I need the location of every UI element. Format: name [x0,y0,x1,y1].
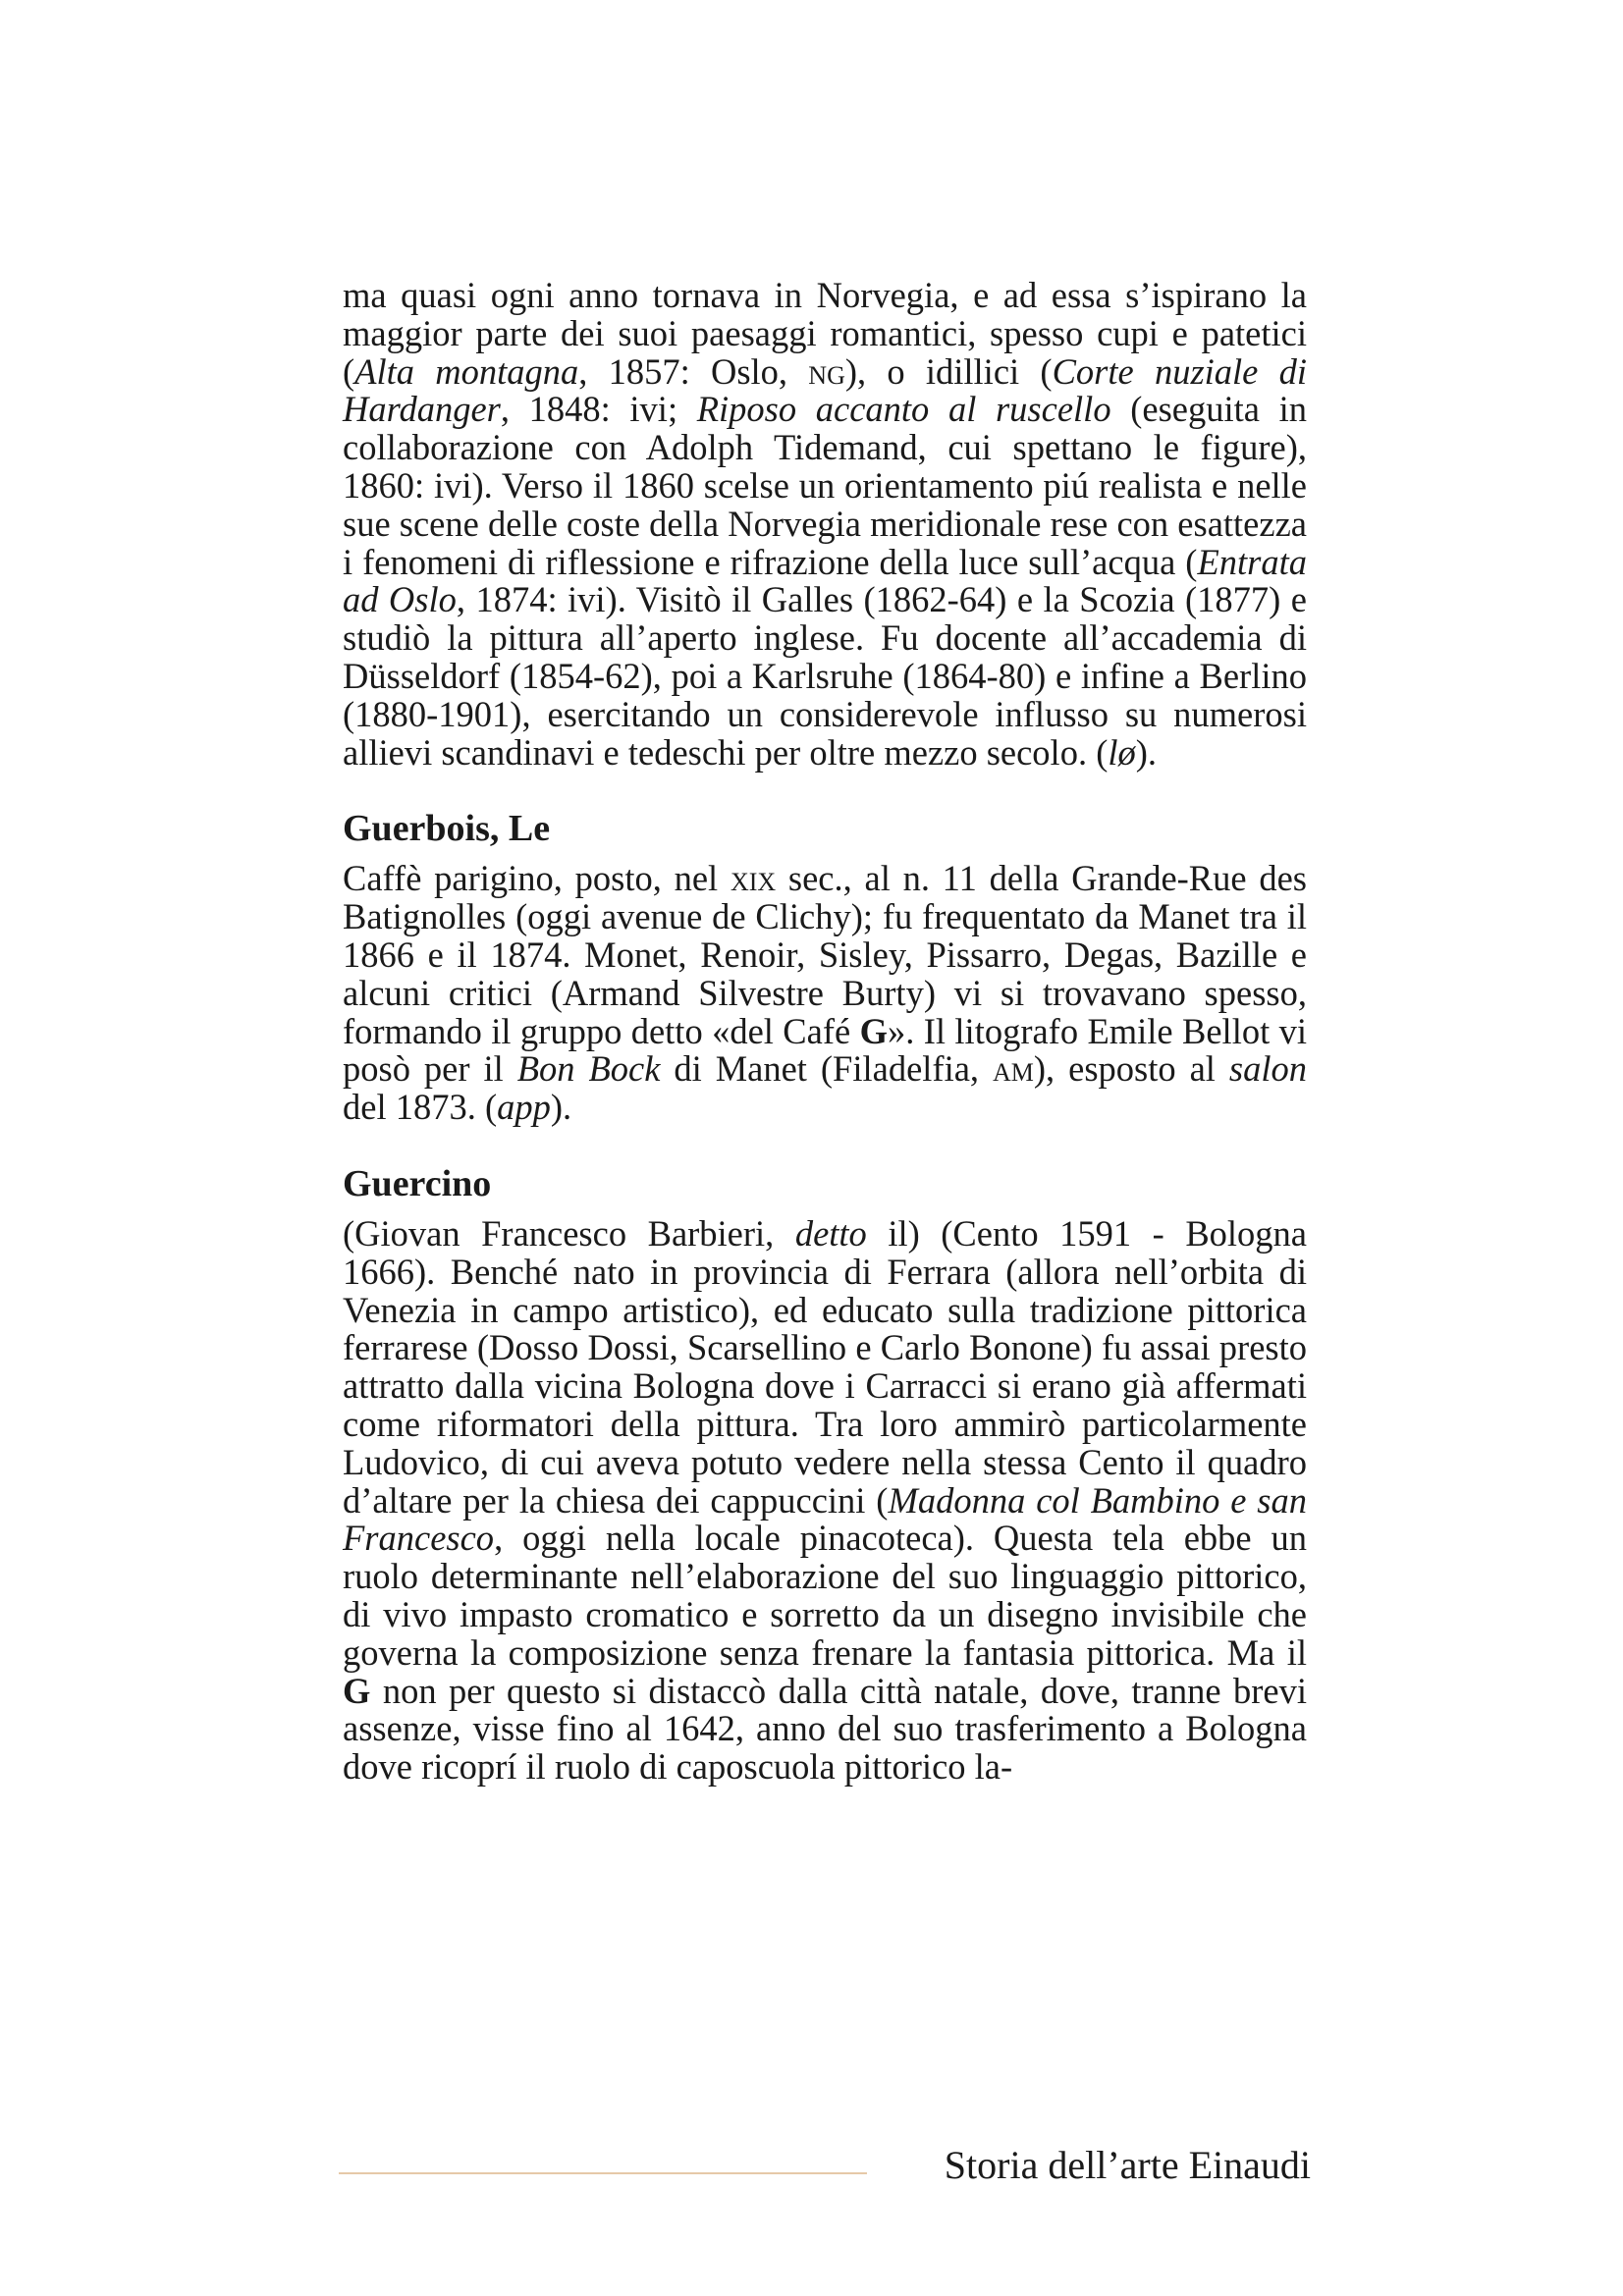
text-run: ). [550,1087,572,1128]
artwork-title: Alta montagna [354,350,579,392]
text-run: ma quasi ogni anno tornava in Norvegia, e ad essa s’ispirano la maggior parte dei suoi paesaggi romantici, spesso cupi e patetici ( [343,275,1307,392]
entry-heading-guerbois: Guerbois, Le [343,808,551,850]
entry-abbreviation: G [343,1670,371,1711]
text-run: di Manet (Filadelfia, [660,1048,993,1090]
text-run: (eseguita in collaborazione con Adolph Tidemand, cui spettano le figure), 1860: ivi). Verso il 1860 scelse un orientamento piú realista e nelle sue scene delle coste della Norvegia meridionale rese con esattezza i fenomeni di riflessione e rifrazione della luce sull’acqua ( [343,389,1307,582]
text-run: del 1873. ( [343,1087,498,1128]
author-initials: lø [1108,731,1136,773]
footer-rule [339,2172,867,2174]
italic-term: salon [1228,1048,1307,1090]
century-numeral: xix [730,858,777,899]
entry-body-guercino [343,1212,1307,1788]
text-run: ), esposto al [1033,1048,1229,1090]
text-run: , 1874: ivi). Visitò il Galles (1862-64) e la Scozia (1877) e studiò la pittura all’aperto inglese. Fu docente all’accademia di Düsseldorf (1854-62), poi a Karlsruhe (1864-80) e infine a Berlino (1880-1901), esercitando un considerevole influsso su numerosi allievi scandinavi e tedeschi per oltre mezzo secolo. ( [343,579,1307,773]
page-footer [339,2141,1311,2190]
author-initials: app [497,1087,551,1128]
artwork-title: Riposo accanto al ruscello [696,389,1111,430]
entry-abbreviation: G [859,1010,888,1051]
page-body [343,277,1307,1787]
text-run: il) (Cento 1591 - Bologna 1666). Benché nato in provincia di Ferrara (allora nell’orbita di Venezia in campo artistico), ed educato sulla tradizione pittorica ferrarese (Dosso Dossi, Scarsellino e Carlo Bonone) fu assai presto attratto dalla vicina Bologna dove i Carracci si erano già affermati come riformatori della pittura. Tra loro ammirò particolarmente Ludovico, di cui aveva potuto vedere nella stessa Cento il quadro d’altare per la chiesa dei cappuccini ( [343,1212,1307,1521]
footer-publication-label: Storia dell’arte Einaudi [944,2143,1311,2187]
entry-heading-guercino: Guercino [343,1162,492,1204]
entry-body-guerbois [343,860,1307,1127]
text-run: , 1848: ivi; [500,389,697,430]
artwork-title: Corte nuziale di Hardanger [343,350,1308,430]
text-run: , oggi nella locale pinacoteca). Questa tela ebbe un ruolo determinante nell’elaborazione del suo linguaggio pittorico, di vivo impasto cromatico e sorretto da un disegno invisibile che governa la composizione senza frenare la fantasia pittorica. Ma il [343,1518,1307,1673]
text-run: non per questo si distaccò dalla città natale, dove, tranne brevi assenze, visse fino al 1642, anno del suo trasferimento a Bologna dove ricoprí il ruolo di caposcuola pittorico la- [343,1670,1307,1788]
text-run: sec., al n. 11 della Grande-Rue des Batignolles (oggi avenue de Clichy); fu frequentato da Manet tra il 1866 e il 1874. Monet, Renoir, Sisley, Pissarro, Degas, Bazille e alcuni critici (Armand Silvestre Burty) vi si trovavano spesso, formando il gruppo detto «del Café [343,858,1307,1051]
artwork-title: Bon Bock [516,1048,661,1090]
artwork-title: Madonna col Bambino e san Francesco [343,1479,1307,1559]
text-run: ». Il litografo Emile Bellot vi posò per il [343,1010,1307,1090]
text-run: Caffè parigino, posto, nel [343,858,730,899]
text-run: (Giovan Francesco Barbieri, [343,1212,795,1254]
museum-abbreviation: ng [808,350,845,392]
italic-term: detto [794,1212,867,1254]
text-run: ). [1135,731,1158,773]
text-run: , 1857: Oslo, [578,350,809,392]
museum-abbreviation: am [993,1048,1034,1090]
text-run: ), o idillici ( [844,350,1053,392]
artwork-title: Entrata ad Oslo [343,541,1307,620]
continuation-paragraph [343,277,1307,772]
